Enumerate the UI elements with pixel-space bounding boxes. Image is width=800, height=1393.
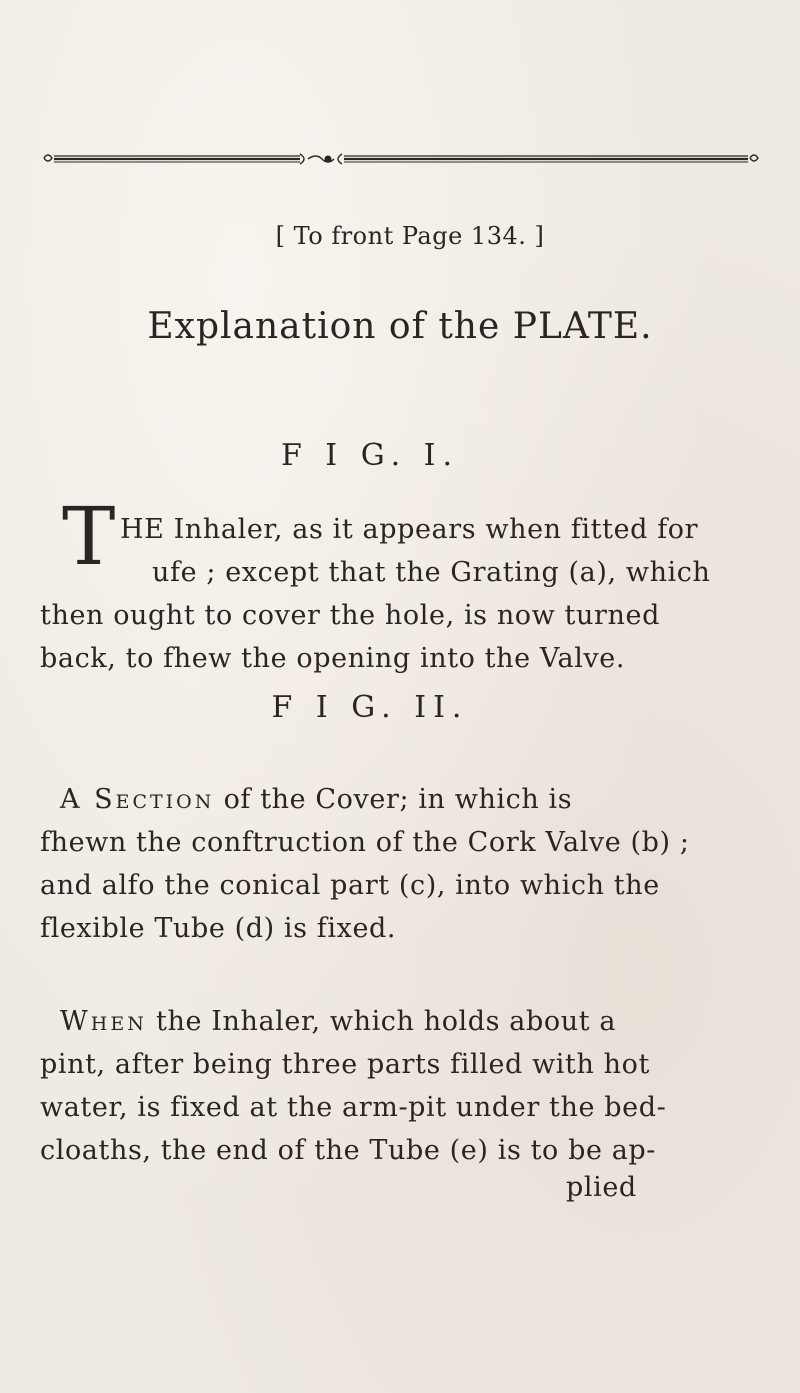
small-caps-lead: A Section: [60, 784, 215, 815]
paragraph-line: fhewn the conftruction of the Cork Valve (b) ;: [40, 827, 690, 858]
small-caps-lead: When: [60, 1006, 147, 1037]
figure-2-paragraph: [40, 778, 800, 950]
plate-reference: [ To front Page 134. ]: [275, 222, 545, 250]
figure-1-heading: F I G. I.: [280, 438, 460, 473]
paragraph-line: then ought to cover the hole, is now turned: [40, 600, 660, 631]
paragraph-line-text: the Inhaler, which holds about a: [156, 1006, 617, 1037]
catchword: plied: [566, 1172, 637, 1203]
figure-1-paragraph: [40, 490, 800, 680]
page-title: Explanation of the PLATE.: [147, 306, 653, 347]
paragraph-line-text: HE Inhaler, as it appears when fitted for: [120, 514, 699, 545]
paragraph-line-text: of the Cover; in which is: [223, 784, 573, 815]
paragraph-line: ufe ; except that the Grating (a), which: [152, 557, 711, 588]
paragraph-line: back, to fhew the opening into the Valve.: [40, 643, 626, 674]
paragraph-line: cloaths, the end of the Tube (e) is to be ap-: [40, 1135, 657, 1166]
figure-2-heading: F I G. II.: [271, 690, 469, 725]
paragraph-line: [40, 778, 800, 821]
paragraph-line: pint, after being three parts filled with hot: [40, 1049, 650, 1080]
ornamental-rule: [38, 146, 768, 176]
paragraph-line: water, is fixed at the arm-pit under the bed-: [40, 1092, 667, 1123]
paragraph-line: flexible Tube (d) is fixed.: [40, 913, 397, 944]
paragraph-line: [40, 1000, 800, 1043]
drop-cap: T: [62, 490, 116, 583]
inhaler-use-paragraph: [40, 1000, 800, 1172]
paragraph-line: and alfo the conical part (c), into which the: [40, 870, 660, 901]
